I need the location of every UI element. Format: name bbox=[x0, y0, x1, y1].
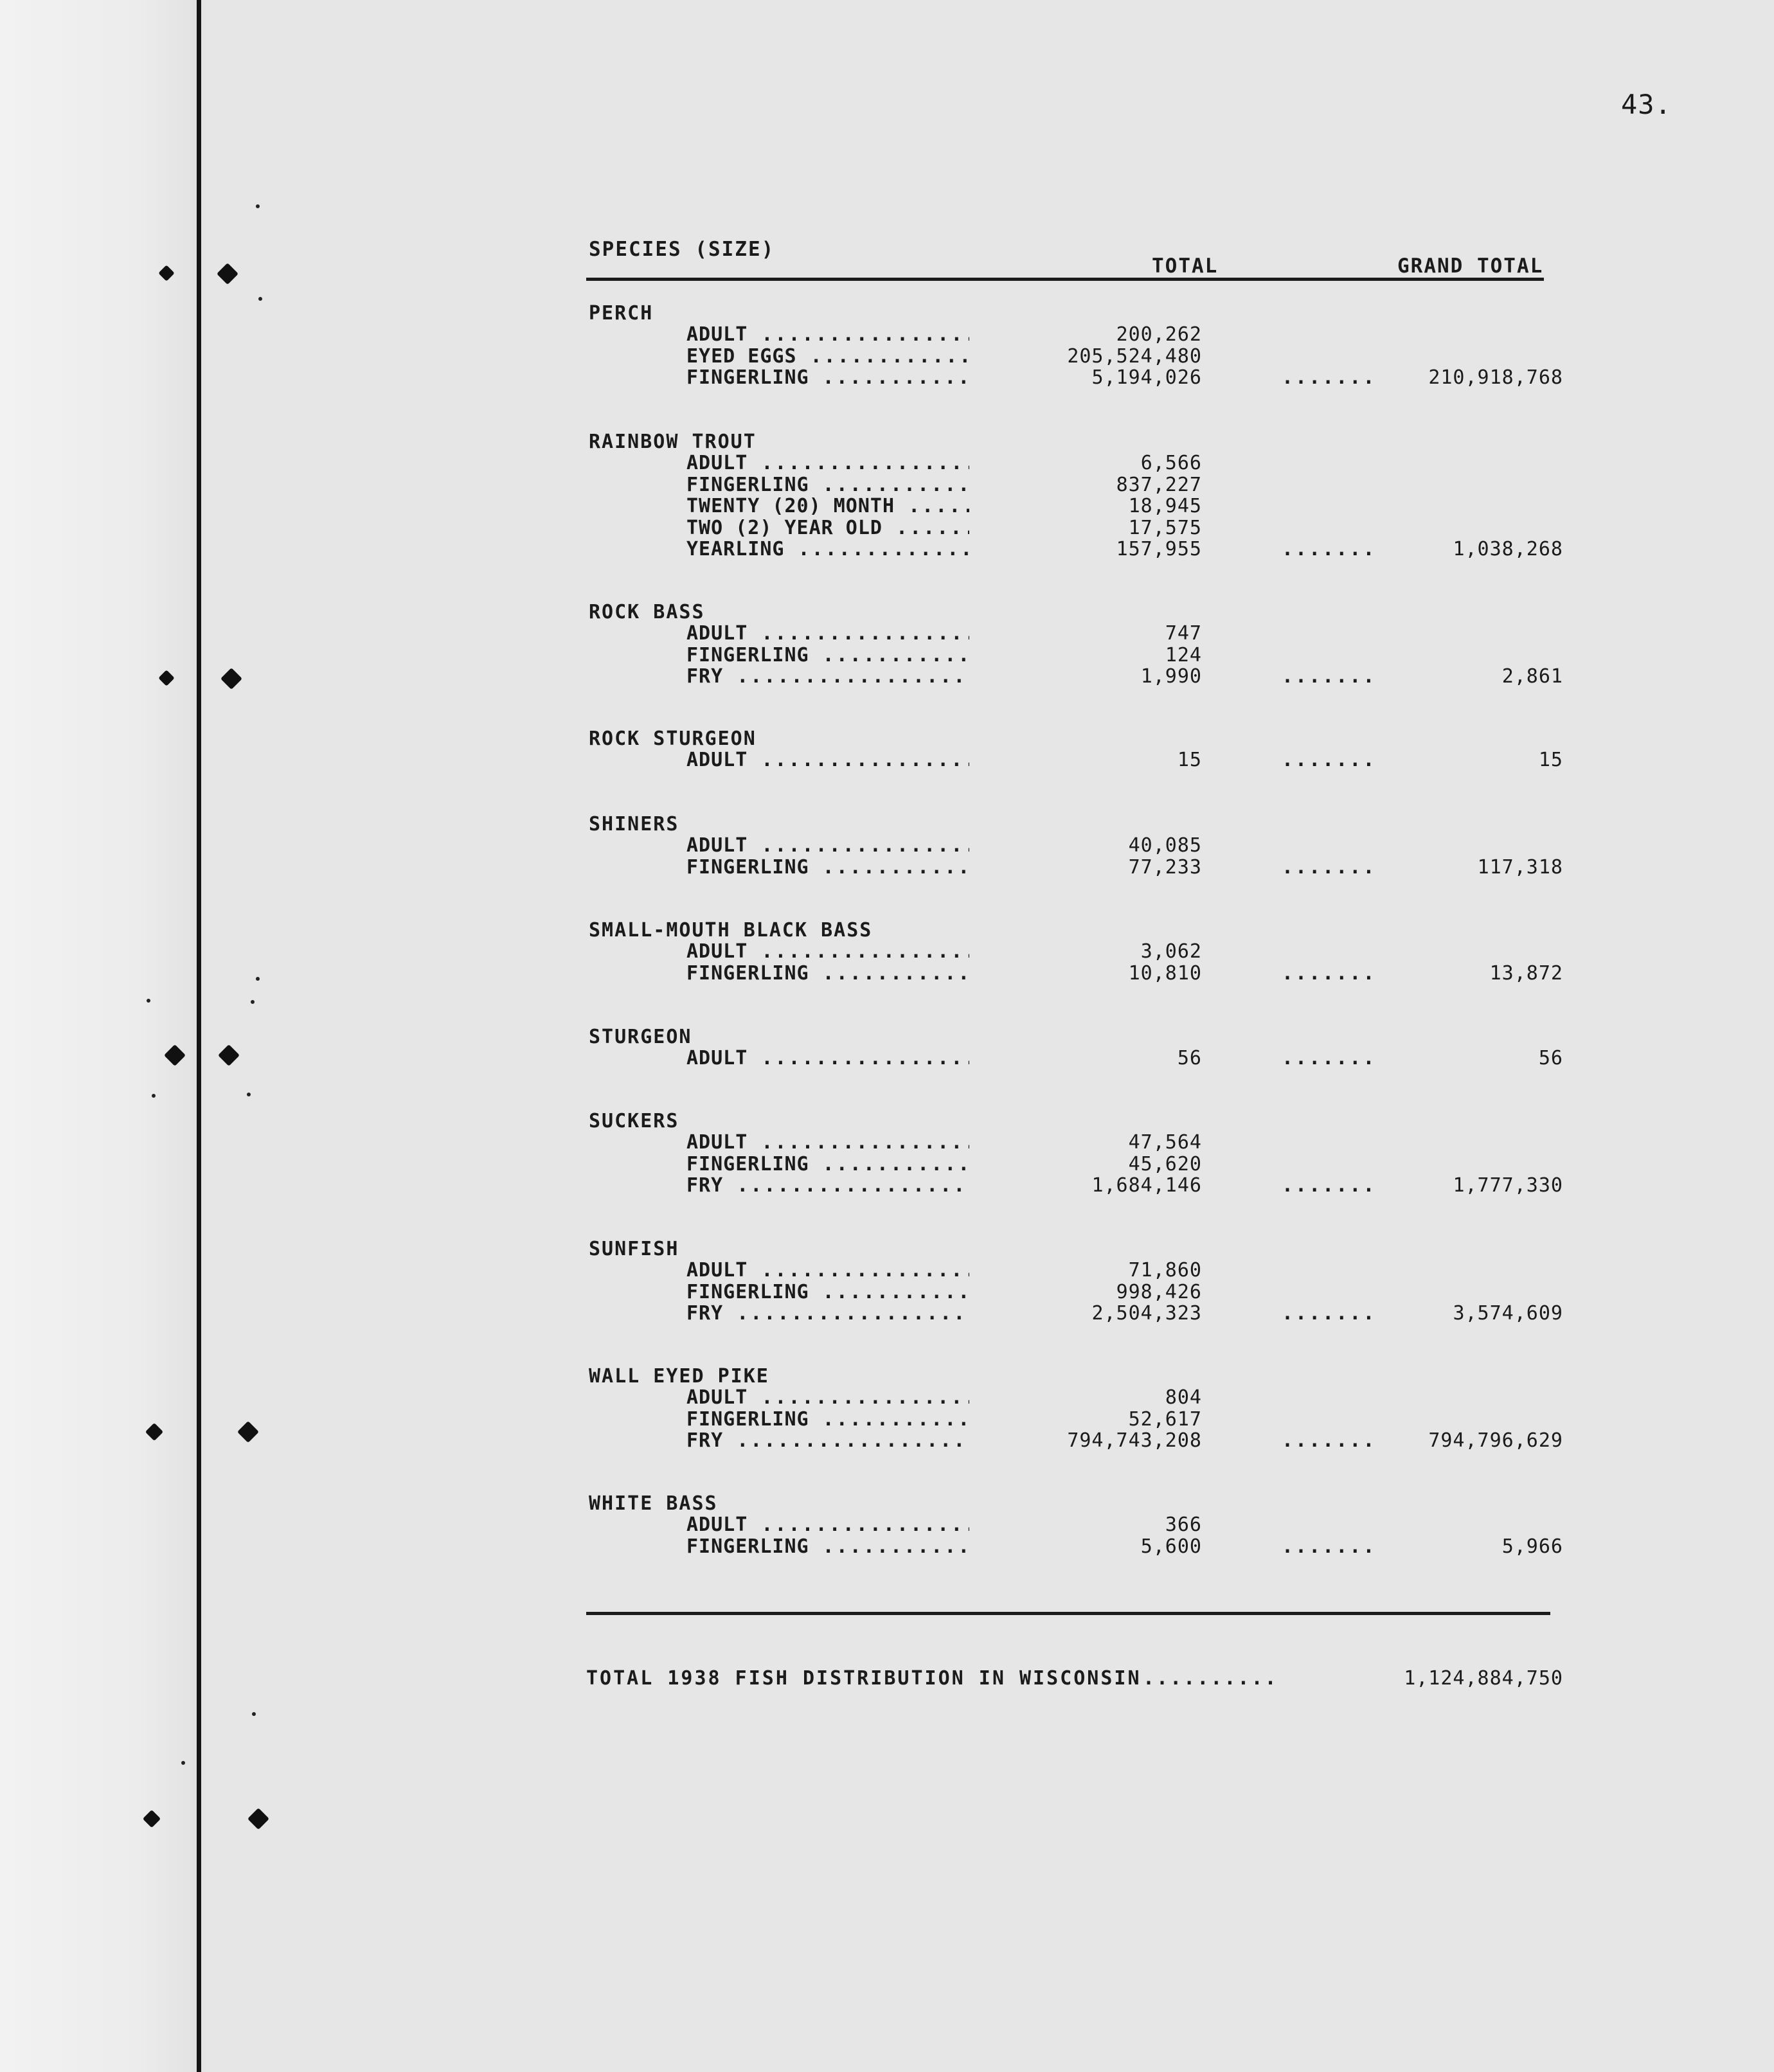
table-row bbox=[586, 1536, 1563, 1557]
paper-speck bbox=[252, 1712, 256, 1716]
total-value: 3,062 bbox=[1140, 940, 1202, 963]
leader-dots: ....... bbox=[1282, 856, 1377, 878]
grand-total-leader: .......... bbox=[1143, 1667, 1278, 1690]
table-row bbox=[586, 517, 1563, 539]
size-label: FINGERLING ..... bbox=[686, 1154, 969, 1175]
paper-speck bbox=[256, 204, 260, 208]
total-value: 124 bbox=[1165, 643, 1202, 666]
species-name: SUCKERS bbox=[589, 1110, 679, 1132]
total-value: 1,684,146 bbox=[1091, 1174, 1202, 1197]
paper-speck bbox=[256, 977, 260, 981]
table-row bbox=[586, 346, 1563, 367]
size-label: FINGERLING ..... bbox=[686, 1409, 969, 1430]
grand-total-cell: 3,574,609 bbox=[1453, 1302, 1563, 1325]
column-header-grand-total: GRAND TOTAL bbox=[1397, 255, 1544, 278]
species-name: STURGEON bbox=[589, 1026, 692, 1048]
table-row bbox=[586, 1048, 1563, 1069]
size-label: ADULT ..... bbox=[686, 452, 969, 474]
species-name: SHINERS bbox=[589, 813, 679, 835]
grand-total-cell: 794,796,629 bbox=[1428, 1429, 1563, 1452]
size-label: ADULT ..... bbox=[686, 1132, 969, 1153]
total-value: 77,233 bbox=[1128, 855, 1202, 879]
leader-dots: ....... bbox=[1282, 367, 1377, 388]
size-label: ADULT ..... bbox=[686, 749, 969, 771]
leader-dots: ....... bbox=[1282, 1175, 1377, 1196]
grand-total-cell: 210,918,768 bbox=[1428, 366, 1563, 389]
size-label: FRY ..... bbox=[686, 1430, 969, 1451]
total-value: 10,810 bbox=[1128, 961, 1202, 985]
table-row bbox=[586, 645, 1563, 666]
bottom-rule bbox=[586, 1612, 1550, 1615]
total-value: 804 bbox=[1165, 1386, 1202, 1409]
total-value: 17,575 bbox=[1128, 516, 1202, 539]
table-row bbox=[586, 324, 1563, 345]
leader-dots: ....... bbox=[1282, 1430, 1377, 1451]
size-label: ADULT ..... bbox=[686, 1387, 969, 1408]
page-number: 43. bbox=[1621, 89, 1672, 120]
table-row bbox=[586, 1303, 1563, 1324]
total-value: 56 bbox=[1177, 1047, 1202, 1069]
table-row bbox=[586, 623, 1563, 644]
paper-speck bbox=[251, 1000, 255, 1004]
size-label: FINGERLING ..... bbox=[686, 367, 969, 388]
binder-spine-line bbox=[197, 0, 201, 2072]
paper-speck bbox=[181, 1761, 185, 1765]
leader-dots: ....... bbox=[1282, 539, 1377, 560]
total-value: 205,524,480 bbox=[1067, 344, 1202, 368]
paper-speck bbox=[258, 297, 262, 301]
table-row bbox=[586, 1260, 1563, 1281]
grand-total-label: TOTAL 1938 FISH DISTRIBUTION IN WISCONSIN bbox=[586, 1667, 1142, 1690]
grand-total-cell: 2,861 bbox=[1501, 665, 1563, 688]
table-row bbox=[586, 963, 1563, 984]
total-value: 52,617 bbox=[1128, 1407, 1202, 1431]
table-row bbox=[586, 1154, 1563, 1175]
table-row bbox=[586, 367, 1563, 388]
table-row bbox=[586, 1132, 1563, 1153]
grand-total-cell: 1,777,330 bbox=[1453, 1174, 1563, 1197]
leader-dots: ....... bbox=[1282, 666, 1377, 687]
size-label: EYED EGGS ..... bbox=[686, 346, 969, 367]
table-row bbox=[586, 666, 1563, 687]
table-row bbox=[586, 496, 1563, 517]
total-value: 71,860 bbox=[1128, 1259, 1202, 1282]
total-value: 5,600 bbox=[1140, 1535, 1202, 1558]
species-name: WALL EYED PIKE bbox=[589, 1365, 769, 1388]
grand-total-cell: 5,966 bbox=[1501, 1535, 1563, 1558]
paper-speck bbox=[152, 1094, 156, 1098]
size-label: ADULT ..... bbox=[686, 1048, 969, 1069]
binder-strip bbox=[0, 0, 198, 2072]
leader-dots: ....... bbox=[1282, 962, 1377, 984]
size-label: FINGERLING ..... bbox=[686, 1282, 969, 1303]
grand-total-cell: 1,038,268 bbox=[1453, 538, 1563, 560]
size-label: ADULT ..... bbox=[686, 1514, 969, 1535]
species-name: SMALL-MOUTH BLACK BASS bbox=[589, 919, 873, 942]
species-name: WHITE BASS bbox=[589, 1492, 718, 1515]
total-value: 157,955 bbox=[1116, 538, 1202, 560]
paper-speck bbox=[147, 999, 150, 1003]
grand-total-cell: 13,872 bbox=[1489, 961, 1563, 985]
total-value: 747 bbox=[1165, 622, 1202, 645]
grand-total-cell: 117,318 bbox=[1477, 855, 1563, 879]
size-label: FINGERLING ..... bbox=[686, 857, 969, 878]
total-value: 2,504,323 bbox=[1091, 1302, 1202, 1325]
grand-total-cell: 56 bbox=[1538, 1047, 1563, 1069]
table-row bbox=[586, 1175, 1563, 1196]
size-label: TWENTY (20) MONTH ..... bbox=[686, 496, 969, 517]
leader-dots: ....... bbox=[1282, 1303, 1377, 1324]
species-name: RAINBOW TROUT bbox=[589, 431, 757, 453]
table-row bbox=[586, 1430, 1563, 1451]
column-header-total: TOTAL bbox=[1152, 255, 1219, 278]
total-value: 47,564 bbox=[1128, 1131, 1202, 1154]
size-label: ADULT ..... bbox=[686, 623, 969, 644]
total-value: 6,566 bbox=[1140, 452, 1202, 474]
total-value: 366 bbox=[1165, 1514, 1202, 1536]
size-label: FINGERLING ..... bbox=[686, 645, 969, 666]
leader-dots: ....... bbox=[1282, 1535, 1377, 1557]
species-name: SUNFISH bbox=[589, 1238, 679, 1260]
size-label: ADULT ..... bbox=[686, 324, 969, 345]
total-value: 200,262 bbox=[1116, 323, 1202, 346]
size-label: YEARLING ..... bbox=[686, 539, 969, 560]
grand-total-cell: 15 bbox=[1538, 749, 1563, 771]
total-value: 837,227 bbox=[1116, 473, 1202, 496]
size-label: FINGERLING ..... bbox=[686, 1536, 969, 1557]
column-header-species: SPECIES (SIZE) bbox=[589, 238, 775, 261]
size-label: FINGERLING ..... bbox=[686, 474, 969, 496]
table-row bbox=[586, 857, 1563, 878]
size-label: ADULT ..... bbox=[686, 941, 969, 962]
grand-total-value: 1,124,884,750 bbox=[1404, 1667, 1563, 1690]
total-value: 45,620 bbox=[1128, 1152, 1202, 1175]
total-value: 1,990 bbox=[1140, 665, 1202, 688]
table-row bbox=[586, 474, 1563, 496]
species-name: ROCK STURGEON bbox=[589, 728, 757, 750]
size-label: ADULT ..... bbox=[686, 835, 969, 856]
table-row bbox=[586, 1387, 1563, 1408]
leader-dots: ....... bbox=[1282, 1048, 1377, 1069]
size-label: TWO (2) YEAR OLD ..... bbox=[686, 517, 969, 539]
total-value: 18,945 bbox=[1128, 495, 1202, 517]
leader-dots: ....... bbox=[1282, 749, 1377, 771]
table-row bbox=[586, 452, 1563, 474]
table-row bbox=[586, 1409, 1563, 1430]
total-value: 15 bbox=[1177, 749, 1202, 771]
table-row bbox=[586, 1514, 1563, 1535]
size-label: FINGERLING ..... bbox=[686, 963, 969, 984]
table-row bbox=[586, 941, 1563, 962]
total-value: 794,743,208 bbox=[1067, 1429, 1202, 1452]
total-value: 998,426 bbox=[1116, 1280, 1202, 1303]
size-label: FRY ..... bbox=[686, 666, 969, 687]
size-label: ADULT ..... bbox=[686, 1260, 969, 1281]
total-value: 5,194,026 bbox=[1091, 366, 1202, 389]
total-value: 40,085 bbox=[1128, 834, 1202, 857]
page-sheet bbox=[204, 0, 1774, 2072]
species-name: ROCK BASS bbox=[589, 601, 705, 623]
size-label: FRY ..... bbox=[686, 1303, 969, 1324]
table-row bbox=[586, 1282, 1563, 1303]
table-row bbox=[586, 539, 1563, 560]
header-rule bbox=[586, 278, 1544, 281]
species-name: PERCH bbox=[589, 302, 654, 325]
table-row bbox=[586, 835, 1563, 856]
table-row bbox=[586, 749, 1563, 771]
paper-speck bbox=[247, 1093, 251, 1096]
size-label: FRY ..... bbox=[686, 1175, 969, 1196]
grand-total-row bbox=[586, 1666, 1563, 1692]
